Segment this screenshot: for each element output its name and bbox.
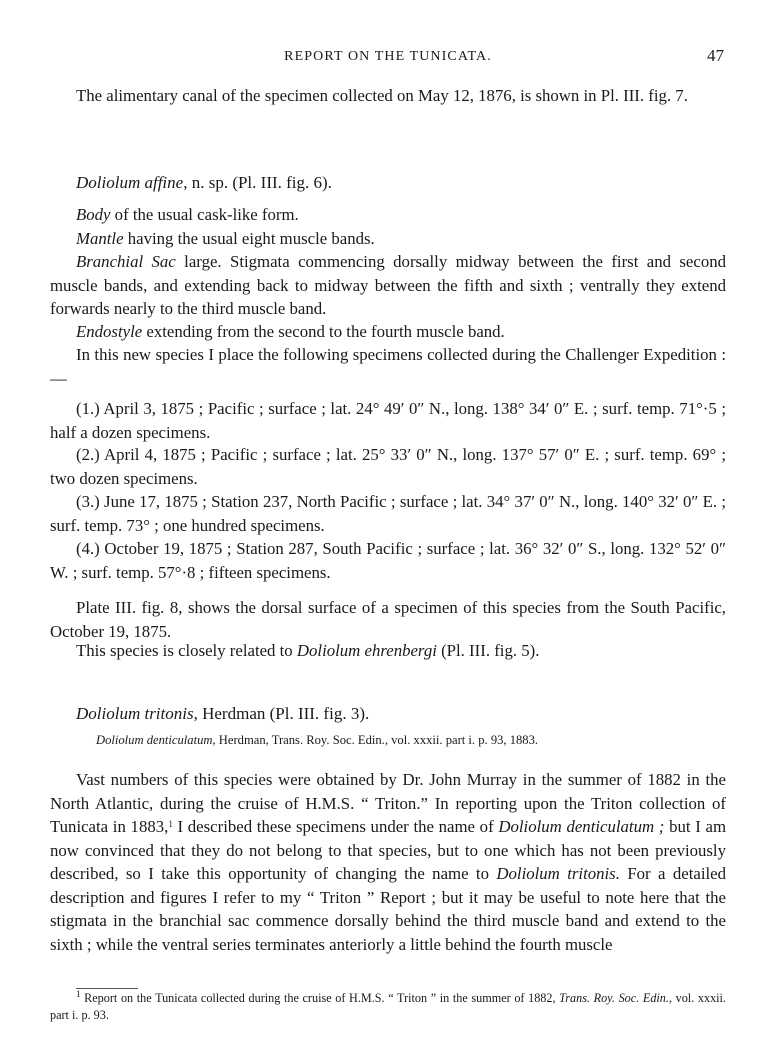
related-post: (Pl. III. fig. 5). — [436, 641, 540, 660]
footnote-reference: 1 — [168, 819, 173, 829]
related-pre: This species is closely related to — [76, 641, 297, 660]
species-heading-tritonis — [76, 702, 726, 726]
footnote — [50, 990, 726, 1024]
synonym-citation: , Herdman, Trans. Roy. Soc. Edin., vol. xxxii. part i. p. 93, 1883. — [212, 733, 539, 747]
mantle-term: Mantle — [76, 229, 124, 248]
synonymy-line — [96, 731, 726, 749]
paragraph-text: but I am now convinced that they do not belong to that species, but to one which has not been previously described, so I take this opportunity of changing the name to — [50, 817, 726, 883]
page-header — [50, 46, 726, 70]
related-species-name: Doliolum ehrenbergi — [296, 641, 437, 660]
old-species-name: Doliolum denticulatum ; — [498, 817, 665, 836]
mantle-text: having the usual eight muscle bands. — [123, 229, 375, 248]
paragraph-text: For a detailed description and figures I refer to my “ Triton ” Report ; but it may be useful to note here that the stigmata in the branchial sac commence dorsally behind the third muscle band and extend to the sixth ; while the ventral series terminates anteriorly a little behind the fourth muscle — [50, 864, 727, 954]
species-heading-suffix: , n. sp. (Pl. III. fig. 6). — [183, 173, 332, 192]
plate-note: Plate III. fig. 8, shows the dorsal surface of a specimen of this species from the South Pacific, October 19, 1875. — [50, 598, 726, 641]
footnote-journal: Trans. Roy. Soc. Edin. — [559, 991, 669, 1005]
page-number: 47 — [707, 46, 724, 65]
paragraph-text: I described these specimens under the name of — [172, 817, 499, 836]
synonym-name: Doliolum denticulatum — [96, 733, 213, 747]
related-species-note — [50, 639, 726, 663]
specimen-record: (3.) June 17, 1875 ; Station 237, North Pacific ; surface ; lat. 34° 37′ 0″ N., long. 140° 32′ 0″ E. ; surf. temp. 73° ; one hundred specimens. — [50, 492, 726, 535]
branchial-text: large. Stigmata commencing dorsally midway between the first and second muscle bands, and extending back to midway between the fifth and sixth ; ventrally they extend forwards nearly to the third muscle band. — [50, 252, 726, 318]
branchial-description — [50, 250, 726, 321]
species-heading-affine — [76, 171, 726, 195]
specimen-record: (2.) April 4, 1875 ; Pacific ; surface ; lat. 25° 33′ 0″ N., long. 137° 57′ 0″ E. ; surf. temp. 69° ; two dozen specimens. — [50, 445, 726, 488]
specimen-record: (1.) April 3, 1875 ; Pacific ; surface ; lat. 24° 49′ 0″ N., long. 138° 34′ 0″ E. ; surf. temp. 71°·5 ; half a dozen specimens. — [50, 399, 726, 442]
new-species-name: Doliolum tritonis. — [496, 864, 620, 883]
footnote-divider — [76, 988, 138, 989]
paragraph-text: Vast numbers of this species were obtained by Dr. John Murray in the summer of 1882 in the North Atlantic, during the cruise of H.M.S. “ Triton.” In reporting upon the Triton collection of Tunicata in 1883, — [50, 770, 726, 836]
mantle-description — [50, 227, 726, 251]
body-text: of the usual cask-like form. — [110, 205, 299, 224]
footnote-text: Report on the Tunicata collected during the cruise of H.M.S. “ Triton ” in the summer of 1882, — [80, 991, 560, 1005]
specimens-intro: In this new species I place the following specimens collected during the Challenger Expedition :— — [50, 345, 726, 388]
endostyle-description — [50, 320, 726, 344]
species-name: Doliolum tritonis — [76, 704, 194, 723]
tritonis-paragraph — [50, 768, 726, 956]
endostyle-text: extending from the second to the fourth muscle band. — [142, 322, 505, 341]
intro-paragraph: The alimentary canal of the specimen collected on May 12, 1876, is shown in Pl. III. fig. 7. — [76, 86, 688, 105]
body-description — [50, 203, 726, 227]
specimen-record: (4.) October 19, 1875 ; Station 287, South Pacific ; surface ; lat. 36° 32′ 0″ S., long. 132° 52′ 0″ W. ; surf. temp. 57°·8 ; fifteen specimens. — [50, 539, 726, 582]
footnote-text: , vol. xxxii. part i. p. 93. — [50, 991, 726, 1022]
footnote-marker: 1 — [76, 989, 81, 999]
species-heading-suffix: , Herdman (Pl. III. fig. 3). — [193, 704, 370, 723]
running-title: REPORT ON THE TUNICATA. — [284, 49, 492, 64]
species-name: Doliolum affine — [76, 173, 184, 192]
endostyle-term: Endostyle — [76, 322, 143, 341]
body-term: Body — [76, 205, 111, 224]
branchial-term: Branchial Sac — [76, 252, 176, 271]
